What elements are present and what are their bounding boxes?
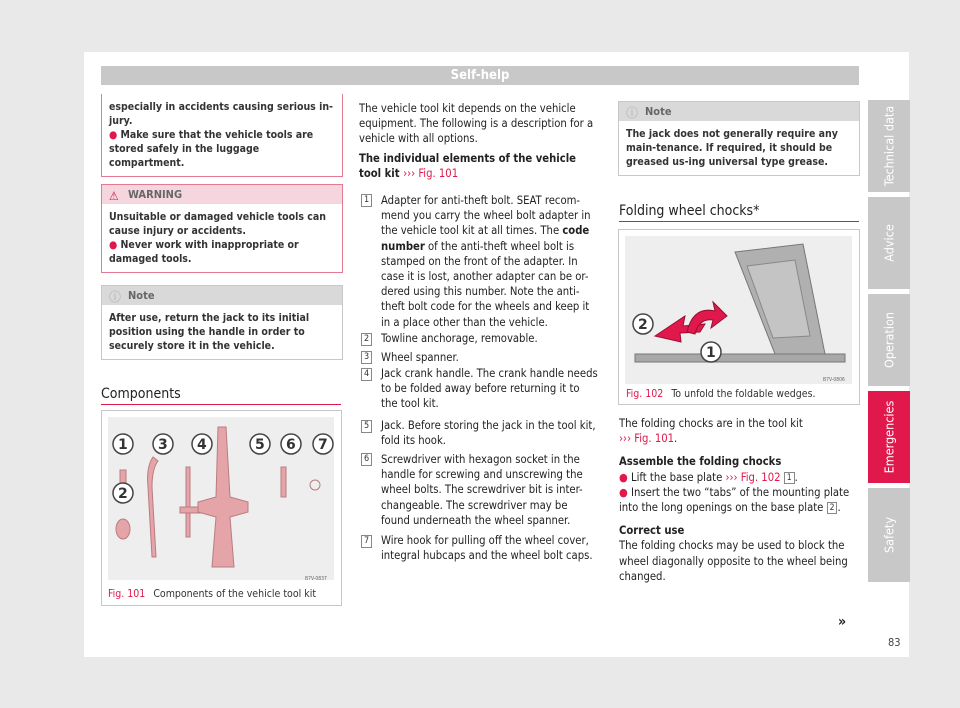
tool-kit-illustration (108, 417, 334, 580)
item-1-text: Adapter for anti-theft bolt. SEAT recom-mend you carry the wheel bolt adapter in the vehicle tool kit at all times. The code number of the anti-theft wheel bolt is stamped on the front of the adapter. In case it is lost, another adapter can be or-dered using this number. Note the anti-theft bolt code for the wheels and keep it in a place other than the vehicle. (381, 194, 591, 329)
components-heading: Components (101, 386, 181, 402)
callout-number: 2 (827, 502, 838, 514)
note-body: The jack does not generally require any main-tenance. If required, it should be greased us-ing universal type grease. (626, 128, 838, 168)
figure-number: Fig. 102 (626, 388, 664, 400)
bullet-icon: ● (619, 485, 631, 499)
correct-use-heading: Correct use (619, 524, 685, 538)
warning-text-1: especially in accidents causing serious in-jury. (109, 101, 333, 127)
svg-text:3: 3 (158, 437, 168, 453)
warning-text-2: Make sure that the vehicle tools are stored safely in the luggage compartment. (109, 129, 314, 169)
correct-use-text: The folding chocks may be used to block the wheel diagonally opposite to the wheel being changed. (619, 539, 848, 583)
svg-text:2: 2 (118, 486, 128, 502)
fig-101-link[interactable]: ››› Fig. 101 (403, 166, 459, 180)
tab-emergencies[interactable]: Emergencies (868, 391, 910, 483)
item-7-text: Wire hook for pulling off the wheel cover, integral hubcaps and the wheel bolt caps. (381, 534, 593, 563)
item-4-text: Jack crank handle. The crank handle needs to be folded away before returning it to the tool kit. (381, 367, 598, 411)
note-body: After use, return the jack to its initial position using the handle in order to securely store it in the vehicle. (109, 312, 310, 352)
fig-102-link[interactable]: ››› Fig. 102 (725, 470, 781, 484)
warning-triangle-icon: ⚠ (109, 189, 119, 203)
svg-text:7: 7 (318, 437, 328, 453)
figure-caption: To unfold the foldable wedges. (671, 388, 816, 400)
warning-title: WARNING (128, 188, 183, 201)
note-title: Note (128, 289, 155, 302)
item-number: 3 (361, 351, 372, 364)
tab-safety[interactable]: Safety (868, 488, 910, 582)
item-3-text: Wheel spanner. (381, 351, 459, 364)
figure-code: B7V-0837 (305, 576, 327, 582)
para-1: The folding chocks are in the tool kit (619, 417, 803, 430)
figure-102 (618, 229, 860, 405)
item-number: 6 (361, 453, 372, 466)
bullet-icon: ● (109, 239, 121, 251)
note-title: Note (645, 105, 672, 118)
heading-rule (619, 221, 859, 222)
figure-caption: Components of the vehicle tool kit (153, 588, 317, 600)
warning-box (101, 184, 343, 273)
svg-text:5: 5 (255, 437, 265, 453)
item-5-text: Jack. Before storing the jack in the tool kit, fold its hook. (381, 419, 596, 448)
item-number: 5 (361, 420, 372, 433)
folding-chocks-heading: Folding wheel chocks* (619, 203, 760, 219)
tab-technical-data[interactable]: Technical data (868, 100, 910, 192)
svg-text:6: 6 (286, 437, 296, 453)
warning-continuation-box (101, 94, 343, 177)
continue-mark: » (838, 614, 847, 630)
elements-label: The individual elements of the vehicle tool kit (359, 151, 576, 180)
note-box-2 (618, 101, 860, 176)
heading-rule (101, 404, 341, 405)
item-number: 7 (361, 535, 372, 548)
column-2-text (359, 101, 599, 181)
assemble-heading: Assemble the folding chocks (619, 455, 782, 469)
svg-text:4: 4 (197, 437, 207, 453)
svg-text:1: 1 (118, 437, 128, 453)
note-box-1 (101, 285, 343, 360)
item-number: 1 (361, 194, 372, 207)
svg-text:1: 1 (706, 345, 716, 361)
wheel-chock-illustration (625, 236, 852, 384)
info-icon: ⓘ (109, 290, 122, 304)
page-header: Self-help (101, 66, 859, 85)
bullet-icon: ● (619, 470, 631, 484)
figure-number: Fig. 101 (108, 588, 146, 600)
fig-101-link[interactable]: ››› Fig. 101 (619, 432, 675, 446)
callout-number: 1 (784, 472, 795, 484)
page-number: 83 (888, 636, 901, 649)
intro-paragraph: The vehicle tool kit depends on the vehicle equipment. The following is a description for a vehicle with all options. (359, 102, 594, 146)
item-number: 2 (361, 333, 372, 346)
item-6-text: Screwdriver with hexagon socket in the handle for screwing and unscrewing the wheel bolts. The screwdriver bit is inter-changeable. The screwdriver may be found underneath the wheel spanner. (381, 453, 583, 527)
info-icon: ⓘ (626, 106, 639, 120)
tab-operation[interactable]: Operation (868, 294, 910, 386)
bullet-icon: ● (109, 129, 121, 141)
svg-text:2: 2 (638, 317, 648, 333)
figure-code: B7V-0806 (823, 377, 845, 383)
tab-advice[interactable]: Advice (868, 197, 910, 289)
item-number: 4 (361, 368, 372, 381)
item-2-text: Towline anchorage, removable. (381, 332, 538, 345)
warning-line-2: Never work with inappropriate or damaged tools. (109, 239, 299, 265)
warning-line-1: Unsuitable or damaged vehicle tools can cause injury or accidents. (109, 211, 326, 237)
figure-101 (101, 410, 342, 606)
column-3-text: The folding chocks are in the tool kit ››› Fig. 101. Assemble the folding chocks ● Lift the base plate ››› Fig. 102 1 . ● Insert the two “tabs” of the mounting plate into the long openings on the base plate 2 . Correct use The folding chocks may be used to block the wheel diagonally opposite to the wheel being changed. (619, 416, 859, 584)
